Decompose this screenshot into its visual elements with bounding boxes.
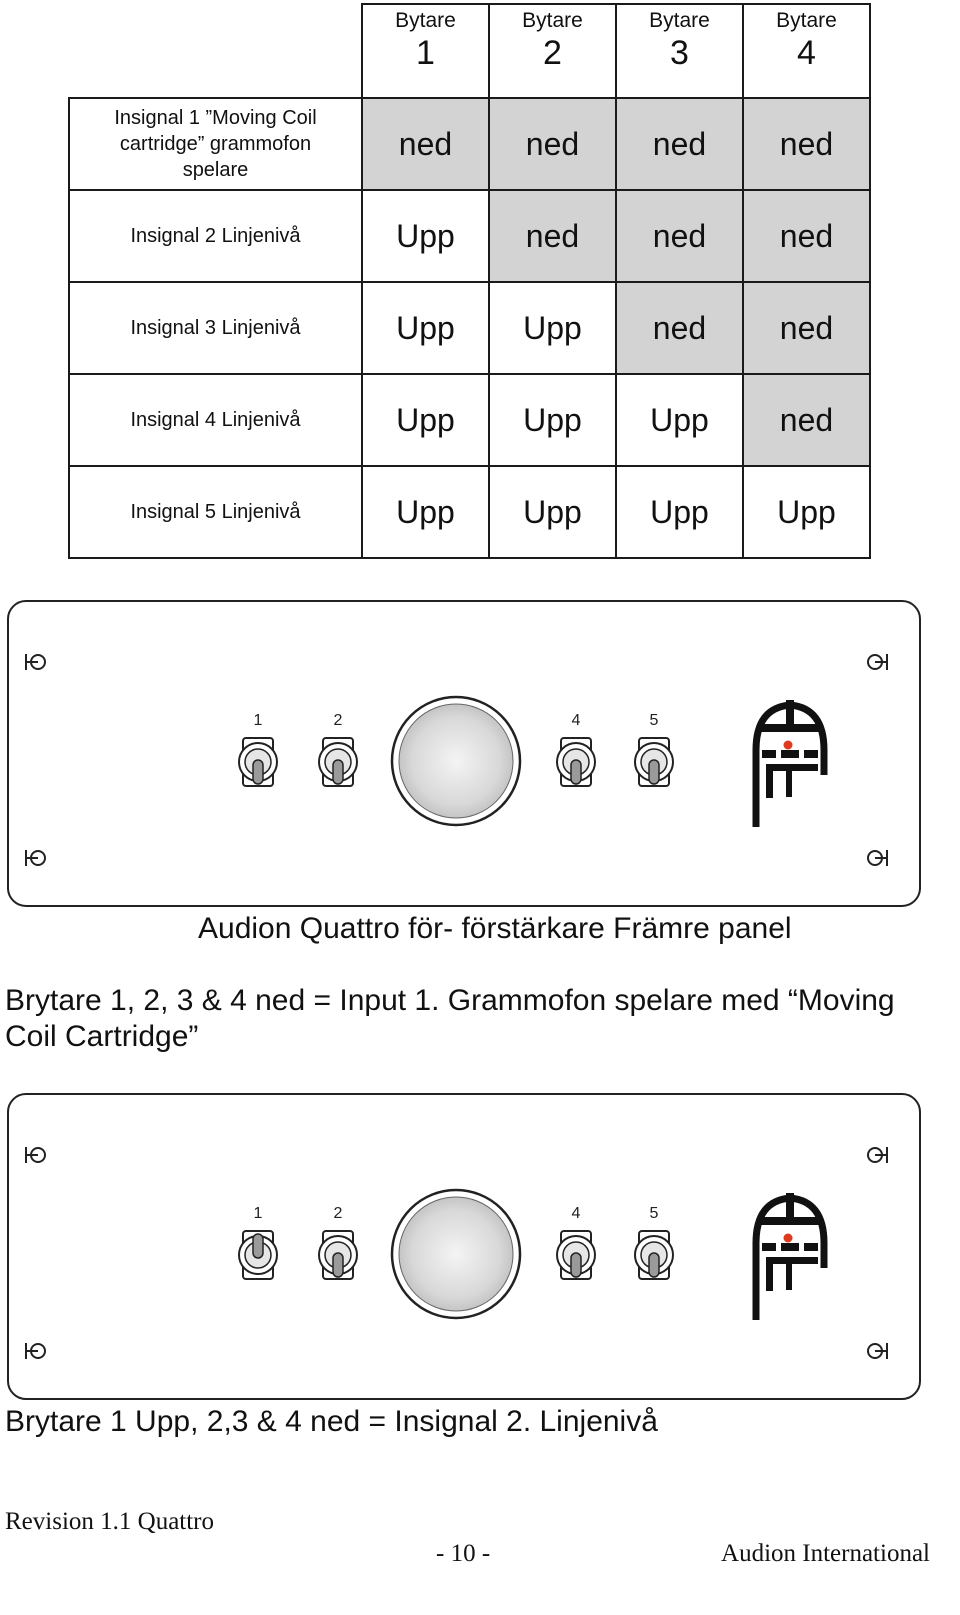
table-cell: Upp (489, 374, 616, 466)
front-panel-diagram (0, 600, 960, 910)
row-label: Insignal 1 ”Moving Coil cartridge” grammofon spelare (69, 98, 362, 190)
table-corner (69, 4, 362, 98)
column-header-word: Bytare (649, 9, 710, 32)
table-cell: ned (743, 374, 870, 466)
table-cell: ned (489, 190, 616, 282)
table-cell: ned (616, 98, 743, 190)
toggle-switch-icon (635, 1231, 673, 1279)
column-header (362, 4, 489, 98)
table-cell: Upp (489, 282, 616, 374)
switch-number-label: 2 (333, 1205, 343, 1222)
switch-settings-table (68, 3, 871, 559)
column-header (489, 4, 616, 98)
table-cell: Upp (362, 190, 489, 282)
table-cell: Upp (616, 466, 743, 558)
column-header (616, 4, 743, 98)
column-header-number: 4 (797, 34, 816, 72)
table-cell: Upp (743, 466, 870, 558)
table-header-row (69, 4, 870, 98)
switch-number-label: 1 (253, 1205, 263, 1222)
table-cell: Upp (362, 374, 489, 466)
column-header-number: 2 (543, 34, 562, 72)
switch-number-label: 1 (253, 712, 263, 729)
switch-number-label: 2 (333, 712, 343, 729)
column-header-word: Bytare (522, 9, 583, 32)
row-label: Insignal 4 Linjenivå (69, 374, 362, 466)
switch-number-label: 5 (649, 1205, 659, 1222)
table-row (69, 190, 870, 282)
row-label: Insignal 2 Linjenivå (69, 190, 362, 282)
table-cell: ned (743, 190, 870, 282)
column-header-number: 1 (416, 34, 435, 72)
switch-setting-description: Brytare 1 Upp, 2,3 & 4 ned = Insignal 2. Linjenivå (5, 1405, 658, 1438)
table-cell: ned (362, 98, 489, 190)
row-label: Insignal 3 Linjenivå (69, 282, 362, 374)
footer-company: Audion International (721, 1540, 930, 1567)
table-cell: ned (616, 190, 743, 282)
column-header-word: Bytare (776, 9, 837, 32)
table-row (69, 466, 870, 558)
volume-knob (392, 1190, 520, 1318)
switch-number-label: 5 (649, 712, 659, 729)
footer-revision: Revision 1.1 Quattro (5, 1508, 215, 1535)
front-panel-diagram (0, 1093, 960, 1403)
table-cell: ned (743, 98, 870, 190)
toggle-switch-icon (319, 738, 357, 786)
volume-knob (392, 697, 520, 825)
page-number: - 10 - (436, 1540, 491, 1567)
panel-caption: Audion Quattro för- förstärkare Främre panel (198, 912, 792, 945)
column-header-number: 3 (670, 34, 689, 72)
toggle-switch-icon (557, 738, 595, 786)
column-header (743, 4, 870, 98)
switch-setting-description: Brytare 1, 2, 3 & 4 ned = Input 1. Grammofon spelare med “Moving Coil Cartridge” (5, 984, 895, 1053)
toggle-switch-icon (239, 738, 277, 786)
table-cell: ned (616, 282, 743, 374)
toggle-switch-icon (239, 1231, 277, 1279)
switch-number-label: 4 (571, 712, 581, 729)
table-cell: ned (489, 98, 616, 190)
toggle-switch-icon (319, 1231, 357, 1279)
switch-number-label: 4 (571, 1205, 581, 1222)
table-cell: ned (743, 282, 870, 374)
table-row (69, 374, 870, 466)
table-cell: Upp (616, 374, 743, 466)
toggle-switch-icon (635, 738, 673, 786)
table-row (69, 282, 870, 374)
row-label: Insignal 5 Linjenivå (69, 466, 362, 558)
toggle-switch-icon (557, 1231, 595, 1279)
table-row (69, 98, 870, 190)
table-body (69, 98, 870, 558)
table-cell: Upp (489, 466, 616, 558)
table-cell: Upp (362, 466, 489, 558)
table-cell: Upp (362, 282, 489, 374)
column-header-word: Bytare (395, 9, 456, 32)
